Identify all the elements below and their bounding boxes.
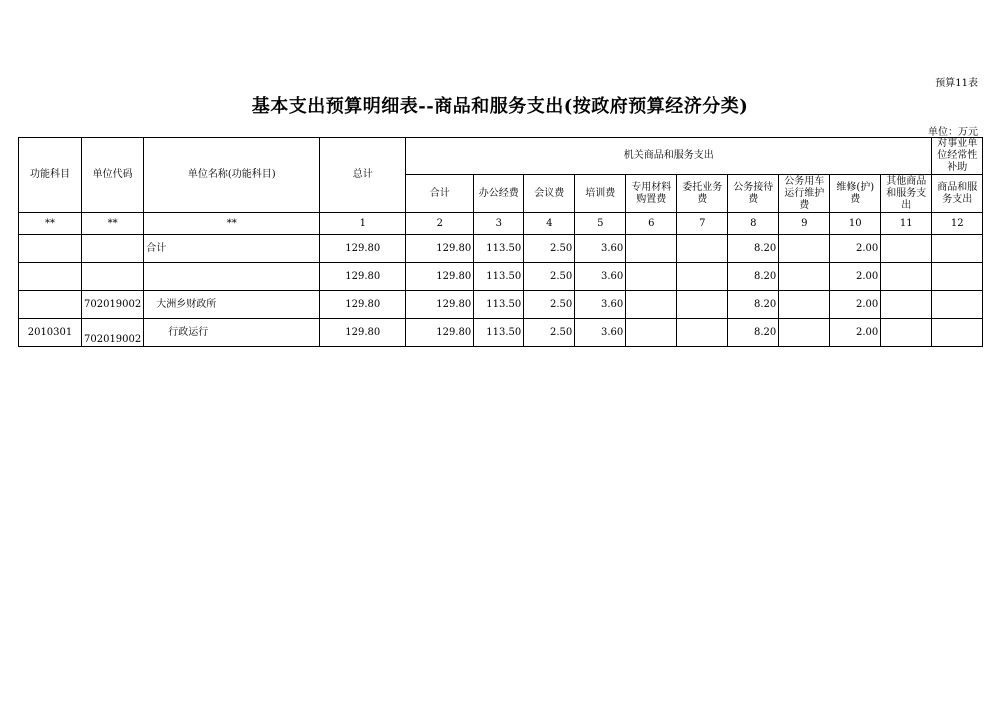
cell-office: 113.50 xyxy=(474,319,524,347)
cell-repair: 2.00 xyxy=(830,319,881,347)
header-col-entrusted: 委托业务费 xyxy=(677,175,728,213)
cell-name: 合计 xyxy=(144,235,320,263)
cell-name: 行政运行 xyxy=(144,319,320,347)
table-row xyxy=(19,291,983,319)
index-cell: 2 xyxy=(406,213,474,235)
index-cell: ** xyxy=(144,213,320,235)
header-col-vehicle: 公务用车运行维护费 xyxy=(779,175,830,213)
index-cell: 7 xyxy=(677,213,728,235)
cell-reception: 8.20 xyxy=(728,291,779,319)
cell-meeting: 2.50 xyxy=(524,319,575,347)
cell-func: 2010301 xyxy=(19,319,82,347)
cell-entrusted xyxy=(677,235,728,263)
cell-reception: 8.20 xyxy=(728,263,779,291)
cell-other xyxy=(881,263,932,291)
cell-office: 113.50 xyxy=(474,263,524,291)
cell-training: 3.60 xyxy=(575,263,626,291)
table-row xyxy=(19,319,983,347)
cell-code: 702019002 xyxy=(82,319,144,347)
cell-other xyxy=(881,291,932,319)
cell-repair: 2.00 xyxy=(830,235,881,263)
cell-meeting: 2.50 xyxy=(524,235,575,263)
cell-other xyxy=(881,235,932,263)
header-col-meeting: 会议费 xyxy=(524,175,575,213)
header-unit-name: 单位名称(功能科目) xyxy=(144,138,320,213)
cell-func xyxy=(19,263,82,291)
cell-sum: 129.80 xyxy=(406,319,474,347)
cell-subsidy xyxy=(932,319,983,347)
cell-name: 大洲乡财政所 xyxy=(144,291,320,319)
cell-other xyxy=(881,319,932,347)
header-group-subsidy: 对事业单位经常性补助 xyxy=(932,138,983,175)
cell-func xyxy=(19,235,82,263)
index-cell: 9 xyxy=(779,213,830,235)
cell-code: 702019002 xyxy=(82,291,144,319)
cell-total: 129.80 xyxy=(320,263,406,291)
cell-reception: 8.20 xyxy=(728,235,779,263)
cell-subsidy xyxy=(932,291,983,319)
cell-subsidy xyxy=(932,235,983,263)
index-cell: ** xyxy=(82,213,144,235)
header-group-agency: 机关商品和服务支出 xyxy=(406,138,932,175)
index-cell: 4 xyxy=(524,213,575,235)
index-cell: 8 xyxy=(728,213,779,235)
header-col-reception: 公务接待费 xyxy=(728,175,779,213)
index-cell: 11 xyxy=(881,213,932,235)
header-col-subsidy: 商品和服务支出 xyxy=(932,175,983,213)
cell-entrusted xyxy=(677,263,728,291)
header-col-office: 办公经费 xyxy=(474,175,524,213)
cell-sum: 129.80 xyxy=(406,263,474,291)
cell-sum: 129.80 xyxy=(406,291,474,319)
header-col-sum: 合计 xyxy=(406,175,474,213)
header-col-training: 培训费 xyxy=(575,175,626,213)
cell-total: 129.80 xyxy=(320,291,406,319)
index-cell: ** xyxy=(19,213,82,235)
cell-office: 113.50 xyxy=(474,235,524,263)
index-cell: 5 xyxy=(575,213,626,235)
cell-training: 3.60 xyxy=(575,235,626,263)
cell-repair: 2.00 xyxy=(830,263,881,291)
index-cell: 10 xyxy=(830,213,881,235)
cell-name xyxy=(144,263,320,291)
cell-vehicle xyxy=(779,291,830,319)
cell-code xyxy=(82,263,144,291)
cell-training: 3.60 xyxy=(575,291,626,319)
cell-reception: 8.20 xyxy=(728,319,779,347)
page-title: 基本支出预算明细表--商品和服务支出(按政府预算经济分类) xyxy=(251,96,749,117)
cell-meeting: 2.50 xyxy=(524,263,575,291)
header-col-materials: 专用材料购置费 xyxy=(626,175,677,213)
cell-sum: 129.80 xyxy=(406,235,474,263)
index-row xyxy=(19,213,983,235)
cell-office: 113.50 xyxy=(474,291,524,319)
index-cell: 12 xyxy=(932,213,983,235)
cell-total: 129.80 xyxy=(320,235,406,263)
header-col-other: 其他商品和服务支出 xyxy=(881,175,932,213)
cell-func xyxy=(19,291,82,319)
cell-entrusted xyxy=(677,291,728,319)
cell-vehicle xyxy=(779,263,830,291)
cell-total: 129.80 xyxy=(320,319,406,347)
table-number-label: 预算11表 xyxy=(935,78,978,89)
cell-vehicle xyxy=(779,319,830,347)
table-row xyxy=(19,235,983,263)
header-col-repair: 维修(护)费 xyxy=(830,175,881,213)
unit-label: 单位：万元 xyxy=(928,127,978,138)
table-row xyxy=(19,263,983,291)
cell-vehicle xyxy=(779,235,830,263)
cell-materials xyxy=(626,319,677,347)
cell-materials xyxy=(626,263,677,291)
cell-repair: 2.00 xyxy=(830,291,881,319)
cell-code xyxy=(82,235,144,263)
index-cell: 1 xyxy=(320,213,406,235)
header-unit-code: 单位代码 xyxy=(82,138,144,213)
budget-table xyxy=(18,137,983,347)
header-total: 总计 xyxy=(320,138,406,213)
cell-training: 3.60 xyxy=(575,319,626,347)
cell-subsidy xyxy=(932,263,983,291)
header-func-subject: 功能科目 xyxy=(19,138,82,213)
cell-entrusted xyxy=(677,319,728,347)
cell-materials xyxy=(626,235,677,263)
index-cell: 3 xyxy=(474,213,524,235)
cell-materials xyxy=(626,291,677,319)
index-cell: 6 xyxy=(626,213,677,235)
cell-meeting: 2.50 xyxy=(524,291,575,319)
